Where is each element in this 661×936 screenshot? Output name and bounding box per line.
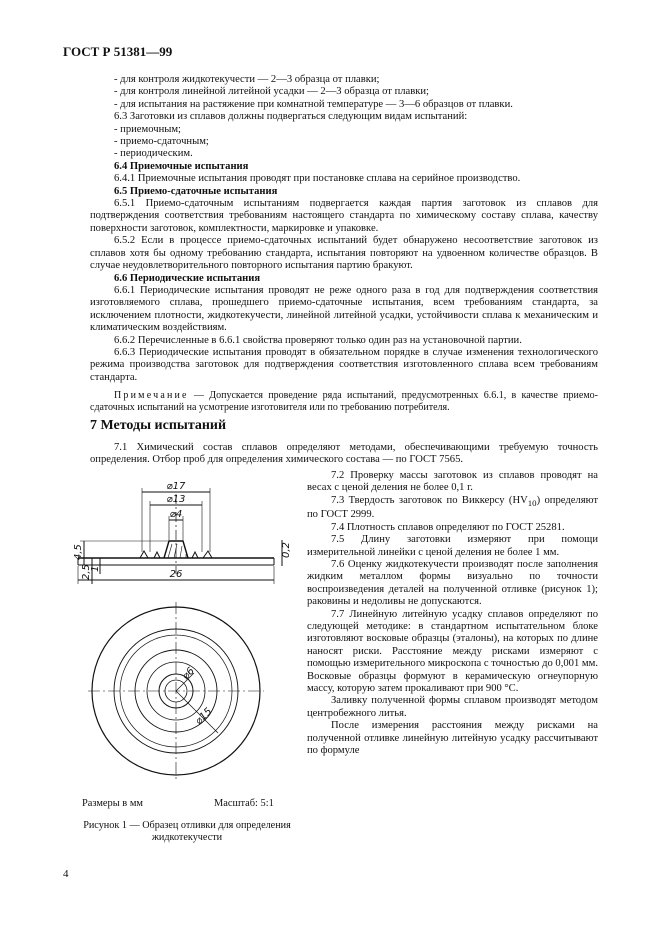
paragraph-6-5-2: 6.5.2 Если в процессе приемо-сдаточных испытаний будет обнаружено несоответствие заготовок из сплавов хотя бы одному требованию стандарта, испытания повторяют на удвоенном количестве образцов. В случае неудовлетворительного повторного испытания партию бракуют.: [90, 235, 598, 272]
heading-6-4: 6.4 Приемочные испытания: [114, 160, 249, 172]
document-code: ГОСТ Р 51381—99: [63, 44, 173, 59]
list-item: - приемочным;: [114, 123, 182, 135]
figure-scale: Масштаб: 5:1: [214, 798, 274, 809]
dim-label-6: ⌀6: [180, 665, 197, 683]
paragraph-7-1-block: [90, 442, 598, 467]
paragraph-7-7-c: После измерения расстояния между рисками на полученной отливке линейную литейную усадку рассчитывают по формуле: [307, 720, 598, 757]
section-7-title: 7 Методы испытаний: [90, 418, 227, 433]
rib-left-inner: [154, 552, 160, 558]
dim-label-17: ⌀17: [166, 481, 186, 492]
p73-text-a: 7.3 Твердость заготовок по Виккерсу (HV: [331, 494, 528, 506]
figure-units: Размеры в мм: [82, 798, 143, 809]
list-item: - приемо-сдаточным;: [114, 136, 209, 148]
figure-caption: Рисунок 1 — Образец отливки для определения жидкотекучести: [83, 820, 291, 843]
note-text: — Допускается проведение ряда испытаний, предусмотренных 6.6.1, в качестве приемо-сдаточных испытаний на усмотрение изготовителя или по требованию потребителя.: [90, 390, 598, 414]
list-item: - периодическим.: [114, 148, 193, 160]
heading-6-6: 6.6 Периодические испытания: [114, 272, 261, 284]
paragraph-7-4: 7.4 Плотность сплавов определяют по ГОСТ 25281.: [331, 521, 565, 533]
dim-label-26: 26: [169, 569, 183, 580]
paragraph-7-7-b: Заливку полученной формы сплавом производят методом центробежного литья.: [307, 695, 598, 719]
paragraph-7-5: 7.5 Длину заготовки измеряют при помощи измерительной линейки с ценой деления не более 1 мм.: [307, 534, 598, 558]
dim-label-0-2: 0,2: [281, 542, 292, 558]
dim-label-4-5: 4,5: [73, 544, 84, 560]
dim-label-2-5: 2,5: [81, 564, 92, 580]
dim-label-13: ⌀13: [166, 494, 186, 505]
section-6-text: [90, 74, 598, 414]
paragraph-6-4-1: 6.4.1 Приемочные испытания проводят при постановке сплава на серийное производство.: [114, 173, 521, 185]
paragraph-6-6-1: 6.6.1 Периодические испытания проводят не реже одного раза в год для подтверждения соответствия изготовляемого сплава, прошедшего приемо-сдаточные испытания, всем требованиям стандарта, за исключением плотности, жидкотекучести, линейной литейной усадки, устойчивости сплава к механическим и климатическим воздействиям.: [90, 284, 598, 334]
plan-view: [88, 602, 264, 780]
note-label: Примечание: [114, 390, 189, 402]
paragraph-7-1: 7.1 Химический состав сплавов определяют методами, обеспечивающими требуемую точность определения. Отбор проб для определения химического состава — по ГОСТ 7565.: [90, 442, 598, 466]
paragraph-6-5-1: 6.5.1 Приемо-сдаточным испытаниям подвергается каждая партия заготовок из сплавов для подтверждения соответствия требованиям настоящего стандарта по химическому составу сплава, качеству поверхности заготовок, комплектности, маркировке и упаковке.: [90, 198, 598, 234]
p73-text-b: ) определяют по ГОСТ 2999.: [307, 494, 598, 521]
paragraph-7-3: [307, 495, 598, 522]
note: [90, 390, 598, 414]
section-hatching: [168, 544, 186, 558]
page-number: 4: [63, 868, 69, 880]
dim-label-15: ⌀15: [193, 706, 215, 728]
figure-1-drawing: [68, 474, 304, 794]
rib-left-outer: [140, 551, 148, 558]
list-item: - для контроля линейной литейной усадки — 2—3 образца от плавки;: [114, 86, 429, 98]
paragraph-7-6: 7.6 Оценку жидкотекучести производят после заполнения жидким металлом формы визуально по точности воспроизведения деталей на полученной отливке (рисунок 1); раковины и недоливы не допускаются.: [307, 558, 598, 608]
paragraph-6-6-3: 6.6.3 Периодические испытания проводят в обязательном порядке в случае изменения технологического режима производства заготовок для подтверждения соответствия изготовленного сплава всем требованиям стандарта.: [90, 346, 598, 383]
paragraph-7-7: 7.7 Линейную литейную усадку сплавов определяют по следующей методике: в стандартном испытательном блоке изготовляют восковые образцы (эталоны), на которых по длине наносят риски. Расстояние между рисками измеряют с помощью измерительного микроскопа с точностью до 0,001 мм. Восковые образцы формуют в керамическую огнеупорную массу, которую затем прокаливают при 900 °С.: [307, 608, 598, 695]
paragraph-6-3: 6.3 Заготовки из сплавов должны подвергаться следующим видам испытаний:: [114, 111, 468, 123]
heading-6-5: 6.5 Приемо-сдаточные испытания: [114, 185, 278, 197]
paragraph-7-2: 7.2 Проверку массы заготовок из сплавов проводят на весах с ценой деления не более 0,1 г.: [307, 470, 598, 494]
rib-right-outer: [203, 551, 212, 558]
list-item: - для испытания на растяжение при комнатной температуре — 3—6 образцов от плавки.: [114, 98, 513, 110]
dim-label-1: 1: [90, 565, 101, 572]
rib-right-inner: [192, 552, 198, 558]
dim-label-4: ⌀4: [169, 509, 183, 520]
list-item: - для контроля жидкотекучести — 2—3 образца от плавки;: [114, 74, 380, 85]
section-7-right-column: [307, 470, 598, 757]
paragraph-6-6-2: 6.6.2 Перечисленные в 6.6.1 свойства проверяют только один раз на установочной партии.: [114, 334, 522, 346]
p73-subscript: 10: [527, 497, 537, 508]
